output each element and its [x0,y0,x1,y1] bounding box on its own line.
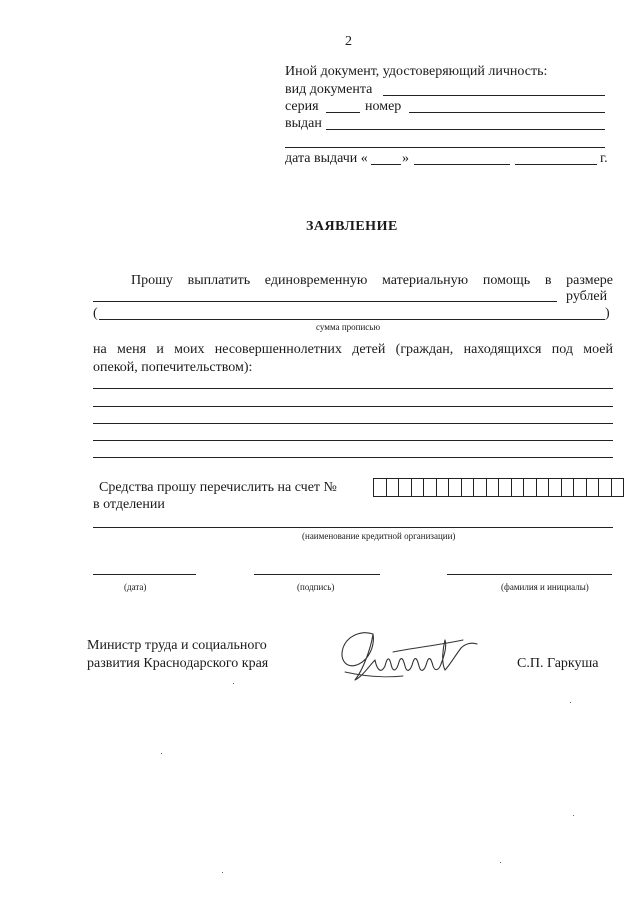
account-digit-cell[interactable] [599,478,612,497]
date-field[interactable] [93,574,196,575]
branch-label: в отделении [93,497,165,512]
doc-type-field[interactable] [383,95,605,96]
issued-by-field-2[interactable] [285,147,605,148]
account-number-cells[interactable] [373,478,624,496]
close-paren: ) [605,306,610,321]
account-digit-cell[interactable] [387,478,400,497]
account-digit-cell[interactable] [487,478,500,497]
account-digit-cell[interactable] [449,478,462,497]
series-field[interactable] [326,112,360,113]
signatory-position-line1: Министр труда и социального [87,638,267,653]
account-digit-cell[interactable] [587,478,600,497]
account-digit-cell[interactable] [399,478,412,497]
issued-by-field[interactable] [326,129,605,130]
id-block-heading: Иной документ, удостоверяющий личность: [285,64,548,79]
account-digit-cell[interactable] [373,478,387,497]
signature-field[interactable] [254,574,380,575]
doc-type-label: вид документа [285,82,373,97]
issue-month-field[interactable] [414,164,510,165]
children-text-line2: опекой, попечительством): [93,360,253,375]
children-field-5[interactable] [93,457,613,458]
signature-caption: (подпись) [297,582,335,592]
account-digit-cell[interactable] [462,478,475,497]
amount-field[interactable] [93,301,557,302]
children-field-4[interactable] [93,440,613,441]
scan-speck [222,872,223,873]
account-digit-cell[interactable] [412,478,425,497]
request-text: Прошу выплатить единовременную материальную помощь в размере [131,273,613,288]
amount-in-words-field[interactable] [99,319,605,320]
name-field[interactable] [447,574,612,575]
open-paren: ( [93,306,98,321]
children-text-line1: на меня и моих несовершеннолетних детей (граждан, находящихся под моей [93,342,613,357]
children-field-2[interactable] [93,406,613,407]
series-label: серия [285,99,319,114]
date-caption: (дата) [124,582,147,592]
account-digit-cell[interactable] [524,478,537,497]
scan-speck [500,862,501,863]
account-digit-cell[interactable] [574,478,587,497]
number-field[interactable] [409,112,605,113]
issue-date-suffix: г. [600,151,608,166]
currency-label: рублей [566,289,608,304]
signatory-name: С.П. Гаркуша [517,656,599,671]
name-caption: (фамилия и инициалы) [501,582,589,592]
account-label: Средства прошу перечислить на счет № [99,480,337,495]
issued-by-label: выдан [285,116,322,131]
handwritten-signature [333,626,483,688]
scan-speck [233,683,234,684]
scan-speck [161,753,162,754]
branch-field[interactable] [93,527,613,528]
scan-speck [570,702,571,703]
document-title: ЗАЯВЛЕНИЕ [306,219,398,234]
account-digit-cell[interactable] [612,478,625,497]
issue-day-field[interactable] [371,164,401,165]
children-field-1[interactable] [93,388,613,389]
number-label: номер [365,99,402,114]
account-digit-cell[interactable] [549,478,562,497]
issue-year-field[interactable] [515,164,597,165]
account-digit-cell[interactable] [499,478,512,497]
account-digit-cell[interactable] [424,478,437,497]
account-digit-cell[interactable] [474,478,487,497]
account-digit-cell[interactable] [437,478,450,497]
scan-speck [573,815,574,816]
branch-caption: (наименование кредитной организации) [302,531,456,541]
children-field-3[interactable] [93,423,613,424]
account-digit-cell[interactable] [512,478,525,497]
account-digit-cell[interactable] [537,478,550,497]
account-digit-cell[interactable] [562,478,575,497]
issue-date-mid: » [402,151,409,166]
page-number: 2 [345,34,352,49]
amount-in-words-caption: сумма прописью [316,322,381,332]
signatory-position-line2: развития Краснодарского края [87,656,269,671]
issue-date-label: дата выдачи « [285,151,368,166]
